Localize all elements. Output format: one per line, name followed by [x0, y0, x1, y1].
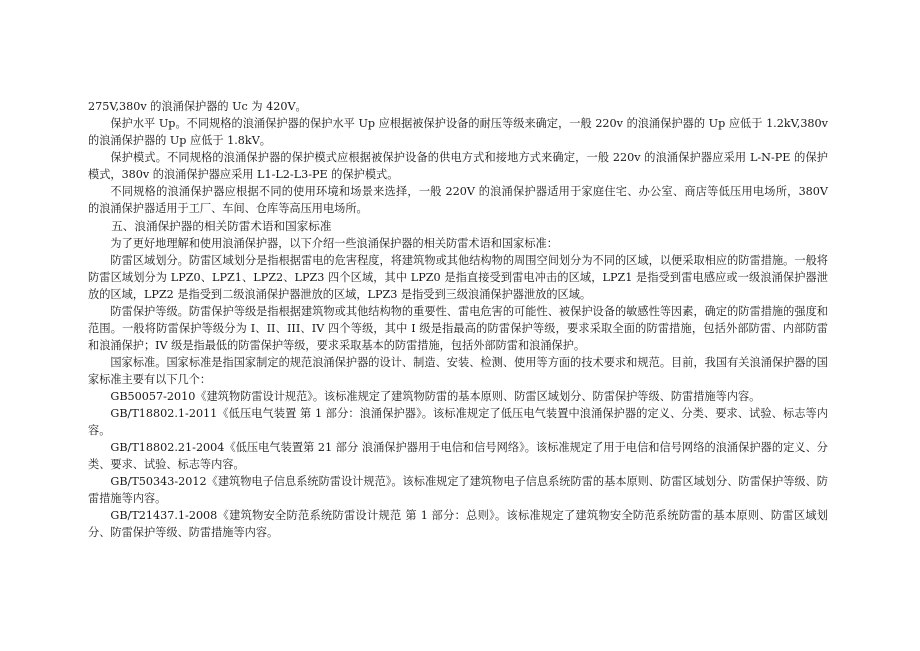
paragraph-lightning-zones: 防雷区域划分。防雷区域划分是指根据雷电的危害程度，将建筑物或其他结构物的周围空间划分为不同的区域，以便采取相应的防雷措施。一般将防雷区域划分为 LPZ0、LPZ1、LPZ2、LPZ3 四个区域，其中 LPZ0 是指直接受到雷电冲击的区域，LPZ1 是指受到雷电感应或一级浪涌保护器泄放的区域，LPZ2 是指受到二级浪涌保护器泄放的区域，LPZ3 是指受到三级浪涌保护器泄放的区域。 [88, 254, 828, 301]
paragraph-selection-by-environment: 不同规格的浪涌保护器应根据不同的使用环境和场景来选择，一般 220V 的浪涌保护器适用于家庭住宅、办公室、商店等低压用电场所，380V 的浪涌保护器适用于工厂、车间、仓库等高压用电场所。 [88, 185, 828, 215]
paragraph-gb50057: GB50057-2010《建筑物防雷设计规范》。该标准规定了建筑物防雷的基本原则、防雷区域划分、防雷保护等级、防雷措施等内容。 [110, 390, 761, 403]
document-page [88, 98, 828, 541]
paragraph-protection-level: 保护水平 Up。不同规格的浪涌保护器的保护水平 Up 应根据被保护设备的耐压等级来确定，一般 220v 的浪涌保护器的 Up 应低于 1.2kV,380v 的浪涌保护器的 Up 应低于 1.8kV。 [88, 117, 828, 147]
paragraph-protection-classes: 防雷保护等级。防雷保护等级是指根据建筑物或其他结构物的重要性、雷电危害的可能性、被保护设备的敏感性等因素，确定的防雷措施的强度和范围。一般将防雷保护等级分为 I、II、III、IV 四个等级，其中 I 级是指最高的防雷保护等级，要求采取全面的防雷措施，包括外部防雷、内部防雷和浪涌保护；IV 级是指最低的防雷保护等级，要求采取基本的防雷措施，包括外部防雷和浪涌保护。 [88, 305, 828, 352]
paragraph-uc-value: 275V,380v 的浪涌保护器的 Uc 为 420V。 [88, 100, 307, 113]
paragraph-gbt50343: GB/T50343-2012《建筑物电子信息系统防雷设计规范》。该标准规定了建筑物电子信息系统防雷的基本原则、防雷区域划分、防雷保护等级、防雷措施等内容。 [88, 475, 828, 505]
paragraph-gbt18802-1: GB/T18802.1-2011《低压电气装置 第 1 部分：浪涌保护器》。该标准规定了低压电气装置中浪涌保护器的定义、分类、要求、试验、标志等内容。 [88, 407, 828, 437]
section-heading-terms-and-standards: 五、浪涌保护器的相关防雷术语和国家标准 [111, 219, 332, 233]
paragraph-intro-terms: 为了更好地理解和使用浪涌保护器，以下介绍一些浪涌保护器的相关防雷术语和国家标准： [110, 237, 558, 250]
paragraph-gbt21437-1: GB/T21437.1-2008《建筑物安全防范系统防雷设计规范 第 1 部分：总则》。该标准规定了建筑物安全防范系统防雷的基本原则、防雷区域划分、防雷保护等级、防雷措施等内容。 [88, 509, 828, 539]
paragraph-protection-mode: 保护模式。不同规格的浪涌保护器的保护模式应根据被保护设备的供电方式和接地方式来确定，一般 220v 的浪涌保护器应采用 L-N-PE 的保护模式，380v 的浪涌保护器应采用 L1-L2-L3-PE 的保护模式。 [88, 151, 828, 181]
paragraph-gbt18802-21: GB/T18802.21-2004《低压电气装置第 21 部分 浪涌保护器用于电信和信号网络》。该标准规定了用于电信和信号网络的浪涌保护器的定义、分类、要求、试验、标志等内容。 [88, 441, 828, 471]
paragraph-national-standards: 国家标准。国家标准是指国家制定的规范浪涌保护器的设计、制造、安装、检测、使用等方面的技术要求和规范。目前，我国有关浪涌保护器的国家标准主要有以下几个： [88, 356, 828, 386]
